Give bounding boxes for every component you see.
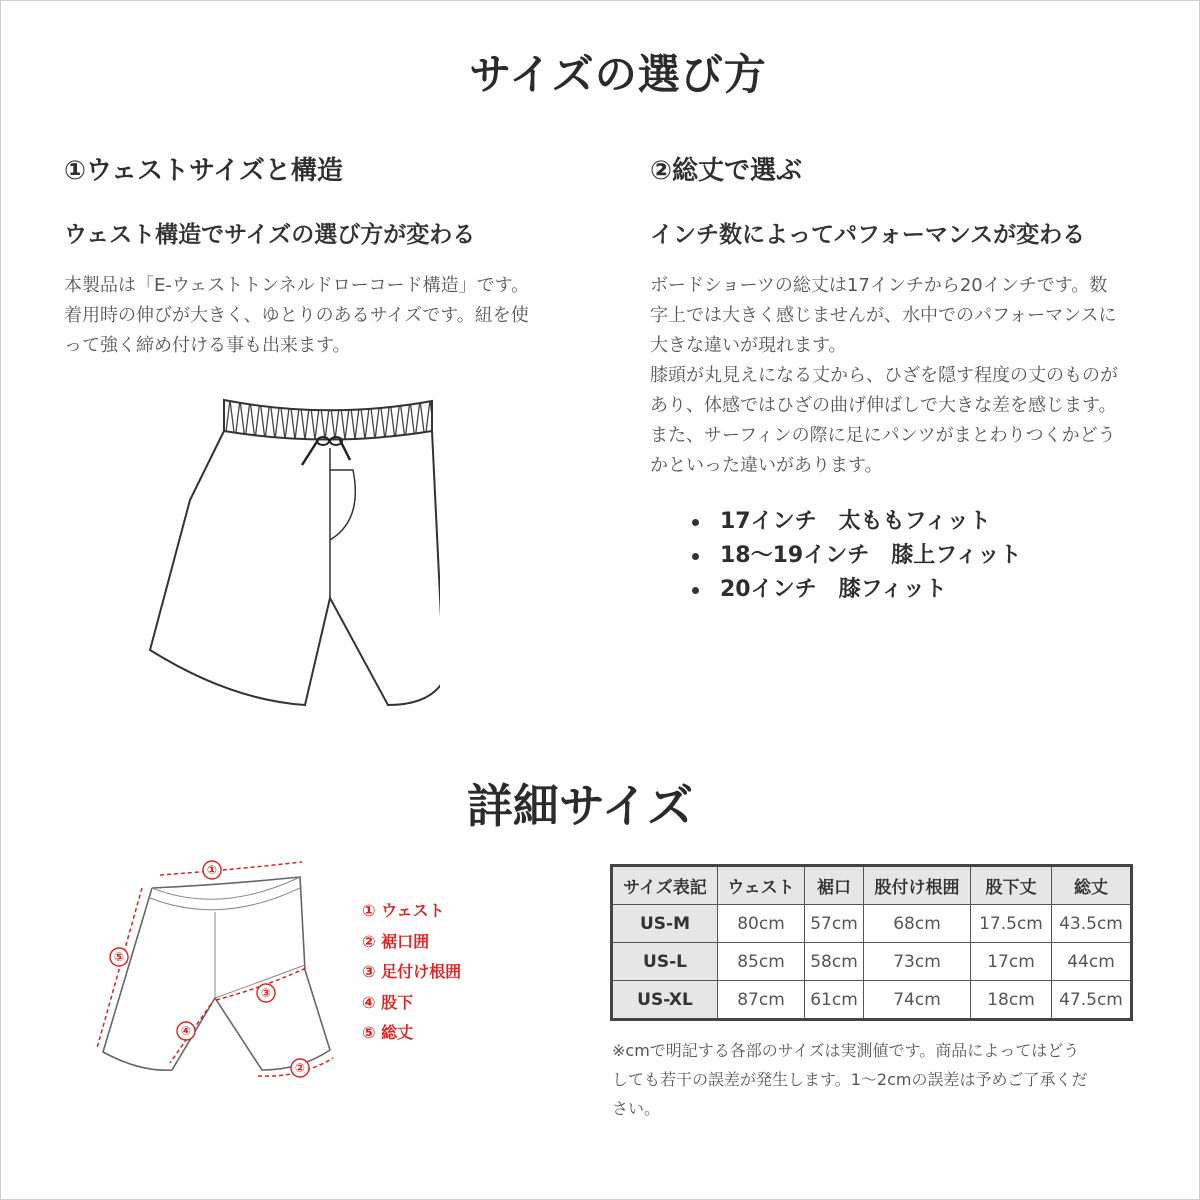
legend-item-total-length: ⑤ 総丈 [362, 1023, 414, 1042]
marker-inseam: ④ [180, 1024, 192, 1038]
length-section-subheading: インチ数によってパフォーマンスが変わる [650, 222, 1086, 248]
note-line: さい。 [612, 1099, 661, 1118]
waist-description-line: 着用時の伸びが大きく、ゆとりのあるサイズです。紐を使 [64, 305, 529, 326]
table-cell: 44cm [1052, 943, 1132, 981]
diagram-shorts-outline [103, 877, 330, 1070]
legend-item-leg-opening: ② 裾口囲 [362, 931, 430, 951]
shorts-waistband [224, 400, 432, 440]
board-shorts-illustration [140, 385, 440, 725]
detail-size-title: 詳細サイズ [466, 779, 694, 833]
table-cell: 17cm [971, 943, 1052, 981]
length-description [650, 271, 1180, 481]
table-cell: 87cm [718, 981, 805, 1020]
length-description-line: あり、体感ではひざの曲げ伸ばしで大きな差を感じます。 [650, 395, 1117, 416]
waist-description-line: 本製品は「E-ウェストトンネルドローコード構造」です。 [64, 275, 530, 296]
marker-total-length: ⑤ [113, 950, 125, 964]
legend-item-thigh: ③ 足付け根囲 [362, 962, 462, 981]
length-description-line: また、サーフィンの際に足にパンツがまとわりつくかどう [650, 425, 1116, 446]
table-header: 股付け根囲 [864, 866, 971, 905]
table-row [612, 905, 1132, 943]
table-header: ウェスト [718, 866, 805, 905]
table-cell: 58cm [805, 943, 864, 981]
size-table [610, 864, 1133, 1021]
shorts-pocket [330, 470, 355, 540]
table-cell: US-XL [612, 981, 718, 1020]
diagram-waistband [150, 877, 302, 910]
table-cell: 85cm [718, 943, 805, 981]
length-description-line: ボードショーツの総丈は17インチから20インチです。数 [650, 275, 1108, 296]
measurement-note [612, 1036, 1152, 1123]
waist-description [64, 271, 604, 361]
legend-item-waist: ① ウェスト [362, 901, 445, 920]
waist-measure-line [160, 862, 302, 875]
shorts-body-outline [150, 431, 440, 705]
fit-list [692, 505, 1021, 607]
length-description-line: かといった違いがあります。 [650, 455, 883, 476]
waist-section-heading: ①ウェストサイズと構造 [64, 156, 343, 186]
marker-waist: ① [206, 863, 218, 877]
table-header: 総丈 [1052, 866, 1132, 905]
table-header: サイズ表記 [612, 866, 718, 905]
total-length-measure-line [97, 888, 142, 1048]
waist-description-line: って強く締め付ける事も出来ます。 [64, 335, 351, 356]
table-cell: US-M [612, 905, 718, 943]
table-cell: 80cm [718, 905, 805, 943]
measurement-legend [362, 896, 461, 1049]
table-cell: 73cm [864, 943, 971, 981]
table-cell: 74cm [864, 981, 971, 1020]
measurement-diagram [95, 855, 340, 1085]
legend-item-inseam: ④ 股下 [362, 992, 414, 1012]
length-description-line: 大きな違いが現れます。 [650, 335, 847, 356]
table-row [612, 981, 1132, 1020]
fit-list-item: 17インチ 太ももフィット [692, 505, 1021, 539]
note-line: ※cmで明記する各部のサイズは実測値です。商品によってはどう [612, 1041, 1080, 1060]
length-description-line: 膝頭が丸見えになる丈から、ひざを隠す程度の丈のものが [650, 365, 1118, 386]
table-cell: 18cm [971, 981, 1052, 1020]
table-cell: US-L [612, 943, 718, 981]
table-cell: 17.5cm [971, 905, 1052, 943]
marker-leg-opening: ② [294, 1061, 306, 1075]
table-row [612, 943, 1132, 981]
length-section-heading: ②総丈で選ぶ [650, 156, 803, 186]
fit-list-item: 18〜19インチ 膝上フィット [692, 539, 1021, 573]
table-cell: 43.5cm [1052, 905, 1132, 943]
fit-list-item: 20インチ 膝フィット [692, 573, 1021, 607]
table-cell: 61cm [805, 981, 864, 1020]
length-description-line: 字上では大きく感じませんが、水中でのパフォーマンスに [650, 305, 1117, 326]
table-header: 裾口 [805, 866, 864, 905]
table-cell: 68cm [864, 905, 971, 943]
marker-thigh: ③ [260, 986, 272, 1000]
table-header: 股下丈 [971, 866, 1052, 905]
table-cell: 57cm [805, 905, 864, 943]
note-line: しても若干の誤差が発生します。1〜2cmの誤差は予めご了承くだ [612, 1070, 1088, 1089]
waist-section-subheading: ウェスト構造でサイズの選び方が変わる [64, 222, 476, 248]
table-cell: 47.5cm [1052, 981, 1132, 1020]
page-title: サイズの選び方 [469, 50, 767, 99]
size-table-header-row [612, 866, 1132, 905]
